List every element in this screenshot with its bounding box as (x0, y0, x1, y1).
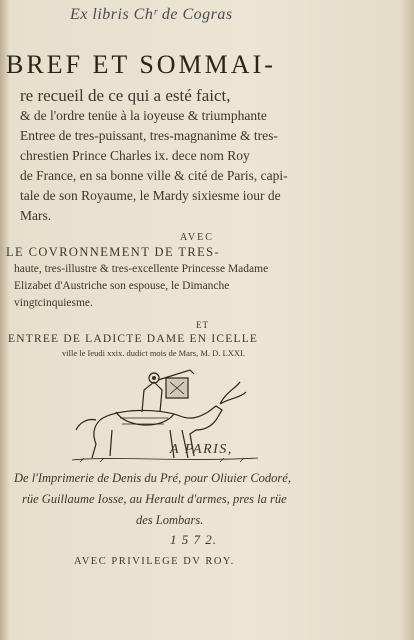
imprint-line: des Lombars. (136, 513, 204, 527)
imprint-city: A PARIS, (170, 442, 233, 457)
et-label: ET (196, 320, 209, 330)
imprint-year: 1 5 7 2. (170, 532, 217, 547)
description-line: Mars. (20, 208, 52, 223)
couronnement-line: LE COVRONNEMENT DE TRES- (6, 245, 221, 259)
description-line: chrestien Prince Charles ix. dece nom Roy (20, 148, 250, 163)
couronnement-line: haute, tres-illustre & tres-excellente Princesse Madame (14, 263, 269, 275)
entree-line: ville le Ieudi xxix. dudict mois de Mars, M. D. LXXI. (62, 348, 245, 358)
description-line: & de l'ordre tenüe à la ioyeuse & triumphante (20, 108, 267, 123)
page-title: BREF ET SOMMAI- (6, 50, 276, 79)
couronnement-line: vingtcinquiesme. (14, 297, 93, 309)
description-line: tale de son Royaume, le Mardy sixiesme iour de (20, 188, 281, 203)
ex-libris-inscription: Ex libris Chʳ de Cogras (70, 6, 233, 23)
imprint-line: De l'Imprimerie de Denis du Pré, pour Oliuier Codoré, (14, 471, 291, 485)
avec-label: AVEC (180, 232, 214, 243)
description-line: re recueil de ce qui a esté faict, (20, 86, 231, 105)
description-line: de France, en sa bonne ville & cité de Paris, capi- (20, 168, 288, 183)
couronnement-block (6, 244, 268, 312)
privilege-line: AVEC PRIVILEGE DV ROY. (74, 556, 235, 567)
page-edge-shadow (400, 0, 414, 640)
entree-line: ENTREE DE LADICTE DAME EN ICELLE (8, 333, 259, 345)
description-line: Entree de tres-puissant, tres-magnanime & tres- (20, 128, 278, 143)
couronnement-line: Elizabet d'Austriche son espouse, le Dimanche (14, 280, 230, 292)
imprint-block (14, 468, 291, 531)
imprint-line: rüe Guillaume Iosse, au Herault d'armes, pres la rüe (22, 492, 287, 506)
description-block (14, 86, 288, 226)
entree-block (8, 331, 258, 360)
